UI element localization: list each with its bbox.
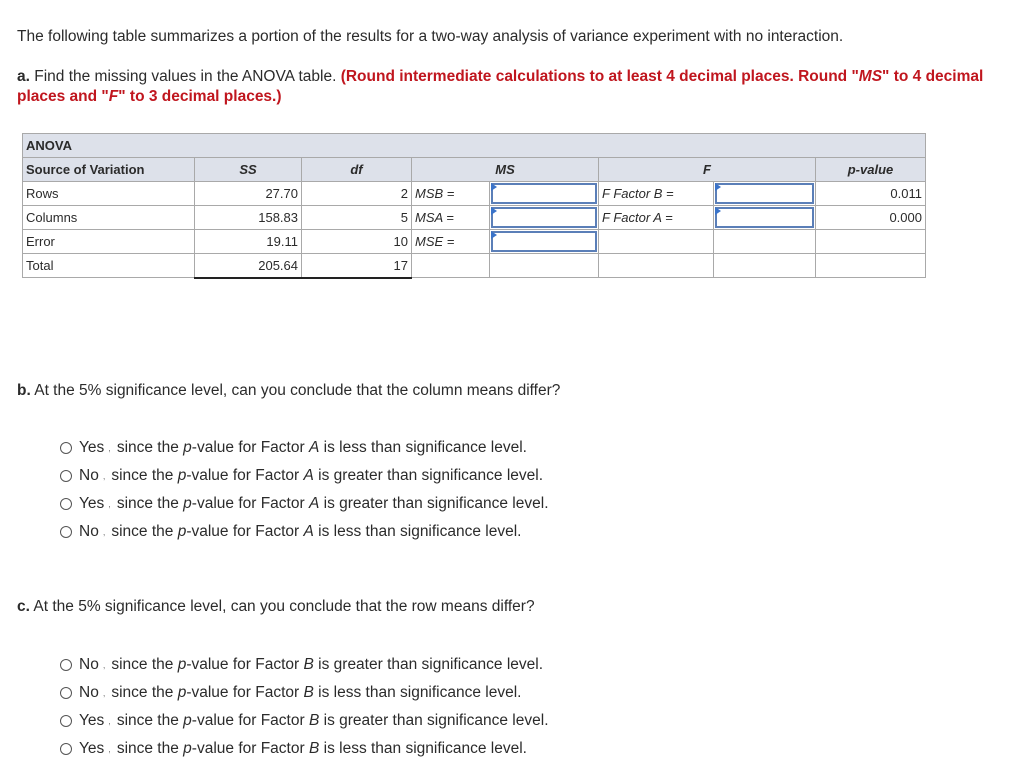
- f-factor-a-label: F Factor A =: [599, 206, 714, 230]
- header-df: df: [302, 158, 412, 182]
- table-row-total: [23, 254, 926, 278]
- intro-text: The following table summarizes a portion of the results for a two-way analysis of variance experiment with no interaction.: [17, 28, 844, 45]
- header-f: F: [599, 158, 816, 182]
- radio-button[interactable]: [60, 687, 72, 699]
- part-c-option-2[interactable]: No , since the p -value for Factor B is less than significance level.: [60, 679, 549, 707]
- source-cell: Columns: [23, 206, 195, 230]
- radio-button[interactable]: [60, 442, 72, 454]
- empty-cell: [490, 254, 599, 278]
- header-ms: MS: [412, 158, 599, 182]
- anova-header-row: [23, 158, 926, 182]
- p-value-cell: 0.011: [816, 182, 926, 206]
- msa-input[interactable]: [490, 206, 599, 230]
- table-row-error: [23, 230, 926, 254]
- radio-button[interactable]: [60, 526, 72, 538]
- part-c-option-4[interactable]: Yes , since the p -value for Factor B is less than significance level.: [60, 735, 549, 763]
- part-b-question: b. At the 5% significance level, can you conclude that the column means differ?: [17, 382, 561, 399]
- part-b-options: [60, 434, 549, 546]
- empty-cell: [816, 230, 926, 254]
- f-factor-b-input[interactable]: [714, 182, 816, 206]
- part-a-text: Find the missing values in the ANOVA table.: [34, 68, 337, 85]
- radio-button[interactable]: [60, 470, 72, 482]
- anova-table: [22, 133, 926, 279]
- mse-label: MSE =: [412, 230, 490, 254]
- answer-marker-icon: [491, 231, 497, 239]
- rounding-instruction: (Round intermediate calculations to at least 4 decimal places. Round "MS" to 4 decimal places and "F" to 3 decimal places.): [17, 68, 984, 105]
- p-value-cell: 0.000: [816, 206, 926, 230]
- radio-button[interactable]: [60, 659, 72, 671]
- source-cell: Total: [23, 254, 195, 278]
- part-a-label: a.: [17, 68, 30, 85]
- part-a-prompt: [17, 67, 1007, 107]
- anova-title: ANOVA: [23, 134, 926, 158]
- part-b-option-1[interactable]: Yes , since the p -value for Factor A is less than significance level.: [60, 434, 549, 462]
- source-cell: Rows: [23, 182, 195, 206]
- f-factor-b-label: F Factor B =: [599, 182, 714, 206]
- part-c-question: c. At the 5% significance level, can you conclude that the row means differ?: [17, 598, 535, 615]
- msb-input[interactable]: [490, 182, 599, 206]
- radio-button[interactable]: [60, 715, 72, 727]
- empty-cell: [599, 254, 714, 278]
- header-source: Source of Variation: [23, 158, 195, 182]
- msa-label: MSA =: [412, 206, 490, 230]
- source-cell: Error: [23, 230, 195, 254]
- part-b-option-3[interactable]: Yes , since the p -value for Factor A is greater than significance level.: [60, 490, 549, 518]
- empty-cell: [412, 254, 490, 278]
- empty-cell: [714, 230, 816, 254]
- empty-cell: [599, 230, 714, 254]
- df-cell: 17: [302, 254, 412, 278]
- f-factor-a-input[interactable]: [714, 206, 816, 230]
- part-c-option-1[interactable]: No , since the p -value for Factor B is greater than significance level.: [60, 651, 549, 679]
- df-cell: 5: [302, 206, 412, 230]
- table-row-columns: [23, 206, 926, 230]
- part-b-option-4[interactable]: No , since the p -value for Factor A is less than significance level.: [60, 518, 549, 546]
- empty-cell: [816, 254, 926, 278]
- answer-marker-icon: [715, 183, 721, 191]
- ss-cell: 27.70: [195, 182, 302, 206]
- answer-marker-icon: [715, 207, 721, 215]
- ss-cell: 158.83: [195, 206, 302, 230]
- ss-cell: 205.64: [195, 254, 302, 278]
- answer-marker-icon: [491, 183, 497, 191]
- mse-input[interactable]: [490, 230, 599, 254]
- part-c-option-3[interactable]: Yes , since the p -value for Factor B is greater than significance level.: [60, 707, 549, 735]
- header-ss: SS: [195, 158, 302, 182]
- df-cell: 2: [302, 182, 412, 206]
- radio-button[interactable]: [60, 498, 72, 510]
- part-b-option-2[interactable]: No , since the p -value for Factor A is greater than significance level.: [60, 462, 549, 490]
- ss-cell: 19.11: [195, 230, 302, 254]
- part-c-options: [60, 651, 549, 763]
- df-cell: 10: [302, 230, 412, 254]
- empty-cell: [714, 254, 816, 278]
- answer-marker-icon: [491, 207, 497, 215]
- header-p-value: p-value: [816, 158, 926, 182]
- msb-label: MSB =: [412, 182, 490, 206]
- radio-button[interactable]: [60, 743, 72, 755]
- table-row-rows: [23, 182, 926, 206]
